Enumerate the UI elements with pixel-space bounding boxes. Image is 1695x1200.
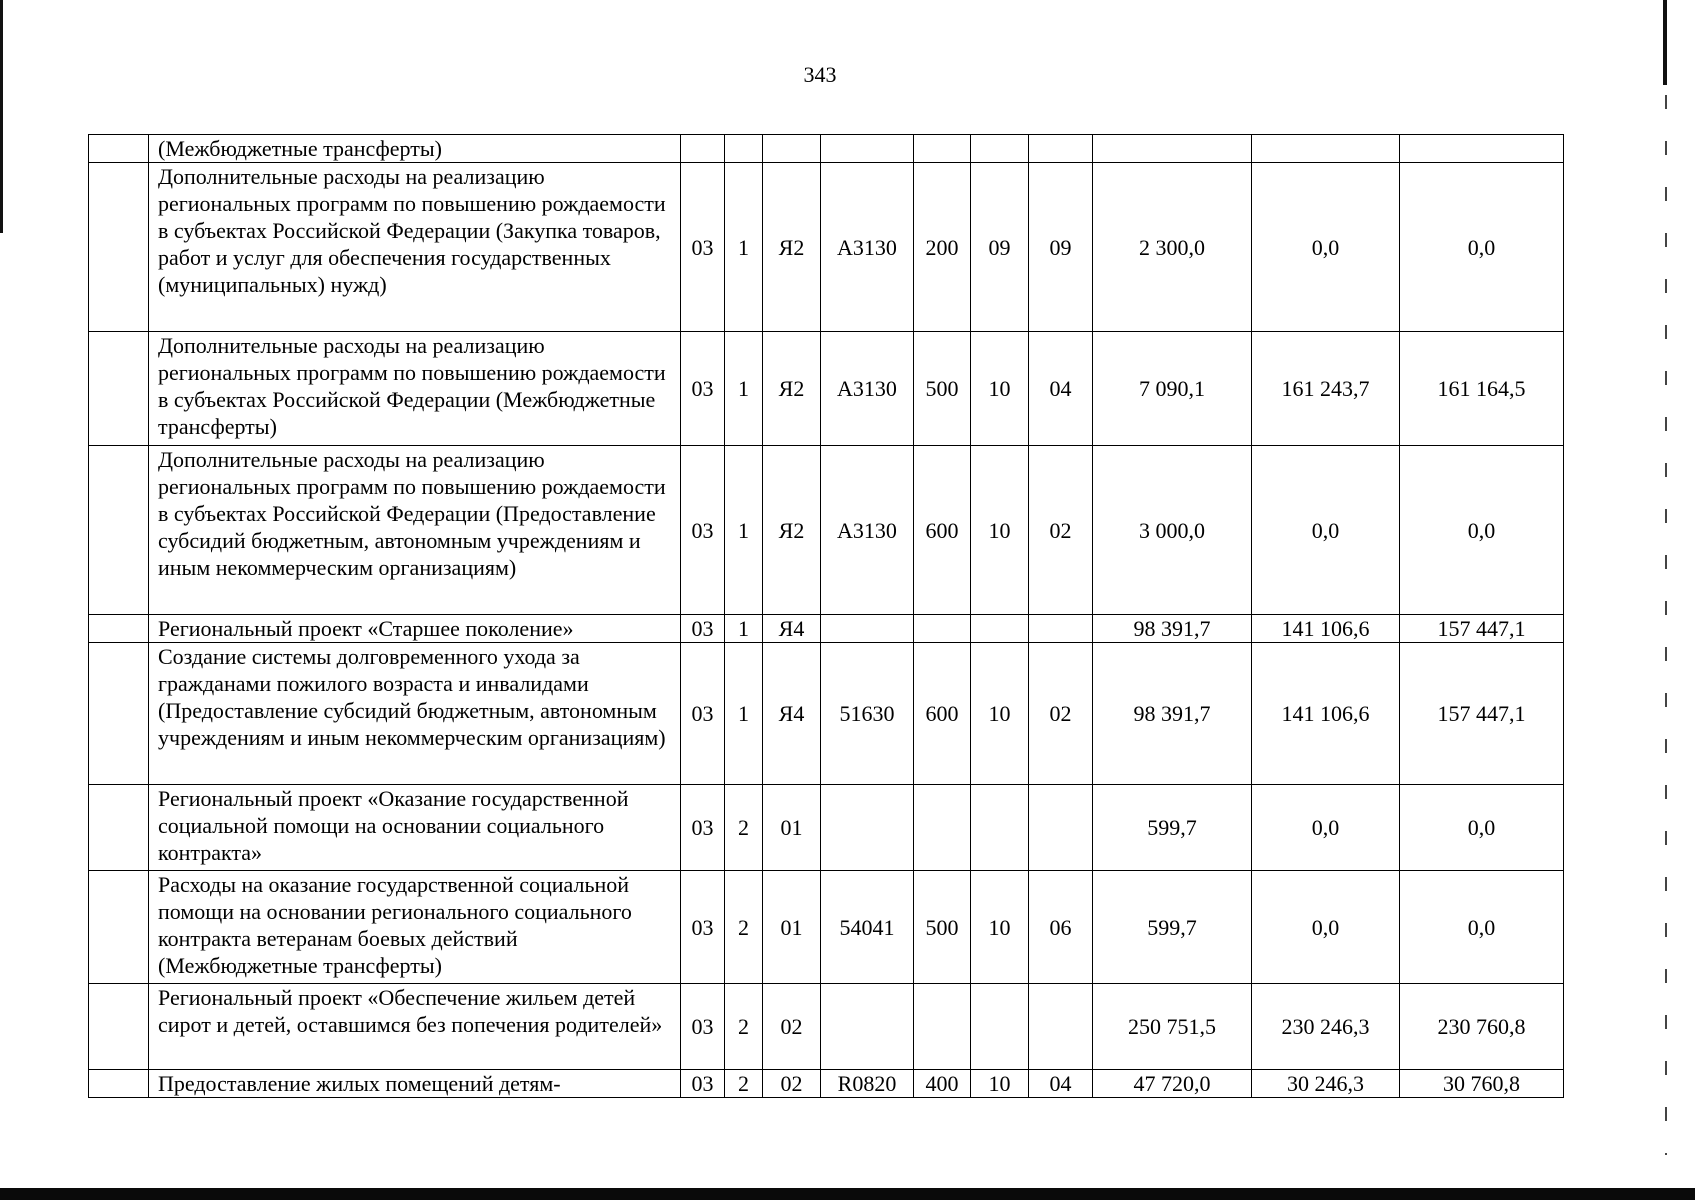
subprogram-code-cell: 2 <box>725 984 763 1070</box>
subprogram-code-cell: 1 <box>725 163 763 332</box>
subsection-code-cell <box>1029 984 1093 1070</box>
subsection-code-cell: 06 <box>1029 871 1093 984</box>
amount-year-2-cell: 0,0 <box>1252 871 1400 984</box>
row-number-cell <box>89 446 149 615</box>
amount-year-3-cell <box>1400 135 1564 163</box>
amount-year-3-cell: 0,0 <box>1400 785 1564 871</box>
amount-year-1-cell: 98 391,7 <box>1093 615 1252 643</box>
program-code-cell: 03 <box>681 332 725 446</box>
program-code-cell: 03 <box>681 643 725 785</box>
amount-year-1-cell: 3 000,0 <box>1093 446 1252 615</box>
item-name-cell: Дополнительные расходы на реализацию региональных программ по повышению рождаемости в субъектах Российской Федерации (Предоставление субсидий бюджетным, автономным учреждениям и иным некоммерческим организациям) <box>149 446 681 615</box>
scan-edge-right <box>1663 0 1667 85</box>
amount-year-2-cell: 0,0 <box>1252 785 1400 871</box>
expense-type-cell: 500 <box>914 332 971 446</box>
direction-code-cell: 51630 <box>821 643 914 785</box>
project-code-cell: Я2 <box>763 446 821 615</box>
item-name-cell: Создание системы долговременного ухода за гражданами пожилого возраста и инвалидами (Предоставление субсидий бюджетным, автономным учреждениям и иным некоммерческим организациям) <box>149 643 681 785</box>
project-code-cell: 02 <box>763 984 821 1070</box>
project-code-cell: Я4 <box>763 643 821 785</box>
subsection-code-cell: 09 <box>1029 163 1093 332</box>
table-row <box>89 785 1564 871</box>
subprogram-code-cell: 1 <box>725 615 763 643</box>
amount-year-3-cell: 157 447,1 <box>1400 615 1564 643</box>
project-code-cell: Я2 <box>763 163 821 332</box>
item-name-cell: Региональный проект «Старшее поколение» <box>149 615 681 643</box>
table-row <box>89 135 1564 163</box>
subsection-code-cell: 02 <box>1029 643 1093 785</box>
subprogram-code-cell: 2 <box>725 785 763 871</box>
project-code-cell: Я4 <box>763 615 821 643</box>
budget-table <box>88 134 1564 1098</box>
amount-year-2-cell: 141 106,6 <box>1252 643 1400 785</box>
amount-year-1-cell: 98 391,7 <box>1093 643 1252 785</box>
amount-year-3-cell: 0,0 <box>1400 446 1564 615</box>
section-code-cell: 10 <box>971 643 1029 785</box>
section-code-cell <box>971 785 1029 871</box>
scan-edge-right-dashes <box>1665 95 1667 1155</box>
subprogram-code-cell: 1 <box>725 643 763 785</box>
direction-code-cell <box>821 615 914 643</box>
item-name-cell: Предоставление жилых помещений детям- <box>149 1070 681 1098</box>
amount-year-2-cell <box>1252 135 1400 163</box>
direction-code-cell: А3130 <box>821 163 914 332</box>
subprogram-code-cell: 2 <box>725 1070 763 1098</box>
expense-type-cell: 600 <box>914 446 971 615</box>
item-name-cell: (Межбюджетные трансферты) <box>149 135 681 163</box>
subsection-code-cell: 04 <box>1029 332 1093 446</box>
item-name-cell: Расходы на оказание государственной социальной помощи на основании регионального социального контракта ветеранам боевых действий (Межбюджетные трансферты) <box>149 871 681 984</box>
amount-year-1-cell: 599,7 <box>1093 785 1252 871</box>
item-name-cell: Региональный проект «Обеспечение жильем детей сирот и детей, оставшимся без попечения родителей» <box>149 984 681 1070</box>
subsection-code-cell <box>1029 785 1093 871</box>
direction-code-cell <box>821 135 914 163</box>
table-row <box>89 332 1564 446</box>
direction-code-cell: А3130 <box>821 332 914 446</box>
direction-code-cell <box>821 984 914 1070</box>
program-code-cell: 03 <box>681 163 725 332</box>
program-code-cell: 03 <box>681 984 725 1070</box>
amount-year-3-cell: 30 760,8 <box>1400 1070 1564 1098</box>
expense-type-cell <box>914 615 971 643</box>
expense-type-cell <box>914 785 971 871</box>
section-code-cell <box>971 984 1029 1070</box>
row-number-cell <box>89 643 149 785</box>
table-row <box>89 984 1564 1070</box>
project-code-cell <box>763 135 821 163</box>
table-row <box>89 163 1564 332</box>
expense-type-cell: 200 <box>914 163 971 332</box>
amount-year-1-cell: 2 300,0 <box>1093 163 1252 332</box>
table-row <box>89 643 1564 785</box>
expense-type-cell <box>914 984 971 1070</box>
subsection-code-cell: 02 <box>1029 446 1093 615</box>
row-number-cell <box>89 332 149 446</box>
program-code-cell: 03 <box>681 615 725 643</box>
amount-year-2-cell: 30 246,3 <box>1252 1070 1400 1098</box>
amount-year-1-cell: 7 090,1 <box>1093 332 1252 446</box>
program-code-cell <box>681 135 725 163</box>
direction-code-cell: R0820 <box>821 1070 914 1098</box>
subsection-code-cell <box>1029 615 1093 643</box>
amount-year-2-cell: 0,0 <box>1252 163 1400 332</box>
direction-code-cell: А3130 <box>821 446 914 615</box>
amount-year-3-cell: 230 760,8 <box>1400 984 1564 1070</box>
row-number-cell <box>89 984 149 1070</box>
direction-code-cell <box>821 785 914 871</box>
subsection-code-cell <box>1029 135 1093 163</box>
expense-type-cell: 600 <box>914 643 971 785</box>
direction-code-cell: 54041 <box>821 871 914 984</box>
amount-year-2-cell: 161 243,7 <box>1252 332 1400 446</box>
program-code-cell: 03 <box>681 446 725 615</box>
section-code-cell: 10 <box>971 1070 1029 1098</box>
table-row <box>89 871 1564 984</box>
section-code-cell <box>971 615 1029 643</box>
amount-year-2-cell: 141 106,6 <box>1252 615 1400 643</box>
project-code-cell: 01 <box>763 785 821 871</box>
program-code-cell: 03 <box>681 1070 725 1098</box>
amount-year-3-cell: 0,0 <box>1400 163 1564 332</box>
item-name-cell: Дополнительные расходы на реализацию региональных программ по повышению рождаемости в субъектах Российской Федерации (Межбюджетные трансферты) <box>149 332 681 446</box>
scan-bottom-bar <box>0 1188 1695 1200</box>
expense-type-cell: 400 <box>914 1070 971 1098</box>
table-row <box>89 615 1564 643</box>
expense-type-cell <box>914 135 971 163</box>
amount-year-2-cell: 230 246,3 <box>1252 984 1400 1070</box>
table-row <box>89 1070 1564 1098</box>
scan-edge-left <box>0 0 3 233</box>
program-code-cell: 03 <box>681 785 725 871</box>
item-name-cell: Дополнительные расходы на реализацию региональных программ по повышению рождаемости в субъектах Российской Федерации (Закупка товаров, работ и услуг для обеспечения государственных (муниципальных) нужд) <box>149 163 681 332</box>
expense-type-cell: 500 <box>914 871 971 984</box>
subprogram-code-cell: 1 <box>725 446 763 615</box>
project-code-cell: 01 <box>763 871 821 984</box>
subprogram-code-cell <box>725 135 763 163</box>
item-name-cell: Региональный проект «Оказание государственной социальной помощи на основании социального контракта» <box>149 785 681 871</box>
project-code-cell: 02 <box>763 1070 821 1098</box>
amount-year-1-cell <box>1093 135 1252 163</box>
project-code-cell: Я2 <box>763 332 821 446</box>
amount-year-1-cell: 599,7 <box>1093 871 1252 984</box>
section-code-cell: 09 <box>971 163 1029 332</box>
row-number-cell <box>89 135 149 163</box>
page-number: 343 <box>803 62 837 87</box>
amount-year-1-cell: 47 720,0 <box>1093 1070 1252 1098</box>
row-number-cell <box>89 615 149 643</box>
section-code-cell: 10 <box>971 871 1029 984</box>
section-code-cell: 10 <box>971 332 1029 446</box>
row-number-cell <box>89 163 149 332</box>
table-row <box>89 446 1564 615</box>
program-code-cell: 03 <box>681 871 725 984</box>
subprogram-code-cell: 1 <box>725 332 763 446</box>
amount-year-3-cell: 157 447,1 <box>1400 643 1564 785</box>
subsection-code-cell: 04 <box>1029 1070 1093 1098</box>
section-code-cell <box>971 135 1029 163</box>
section-code-cell: 10 <box>971 446 1029 615</box>
subprogram-code-cell: 2 <box>725 871 763 984</box>
row-number-cell <box>89 1070 149 1098</box>
amount-year-3-cell: 161 164,5 <box>1400 332 1564 446</box>
row-number-cell <box>89 785 149 871</box>
amount-year-1-cell: 250 751,5 <box>1093 984 1252 1070</box>
amount-year-3-cell: 0,0 <box>1400 871 1564 984</box>
row-number-cell <box>89 871 149 984</box>
amount-year-2-cell: 0,0 <box>1252 446 1400 615</box>
